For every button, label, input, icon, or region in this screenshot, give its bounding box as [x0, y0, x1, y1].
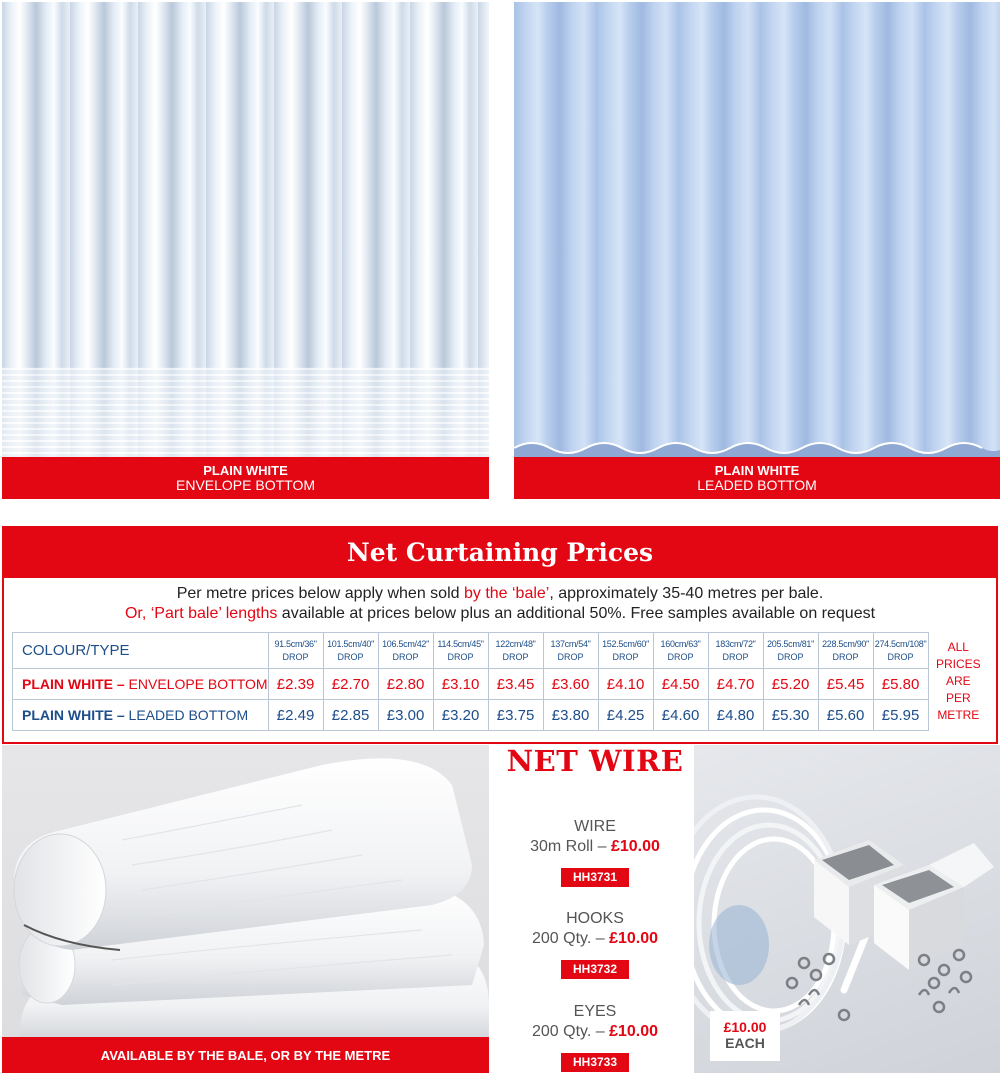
- price-cell: £4.25: [598, 700, 653, 731]
- fabric-bale-panel[interactable]: [2, 745, 489, 1073]
- drop-header: 122cm/48" DROP: [488, 633, 543, 669]
- net-wire-section: [500, 745, 690, 1075]
- price-cell: £4.70: [708, 669, 763, 700]
- envelope-banner-line1: PLAIN WHITE: [203, 463, 288, 478]
- price-table: [12, 632, 988, 731]
- table-row: [13, 700, 989, 731]
- drop-header: 228.5cm/90" DROP: [818, 633, 873, 669]
- eyes-price: £10.00: [609, 1023, 658, 1040]
- price-cell: £3.10: [433, 669, 488, 700]
- fabric-bale-graphic: [2, 745, 489, 1073]
- price-cell: £2.39: [268, 669, 323, 700]
- net-curtaining-prices: [2, 526, 998, 744]
- hooks-price: £10.00: [609, 930, 658, 947]
- prices-intro: [4, 584, 996, 624]
- wire-name: WIRE: [574, 818, 616, 835]
- price-cell: £3.75: [488, 700, 543, 731]
- drop-header: 205.5cm/81" DROP: [763, 633, 818, 669]
- price-cell: £3.20: [433, 700, 488, 731]
- eyes-item[interactable]: [500, 1002, 690, 1072]
- all-prices-note: ALL PRICES ARE PER METRE: [935, 640, 981, 722]
- wire-code-badge: HH3731: [561, 868, 629, 887]
- price-cell: £3.80: [543, 700, 598, 731]
- price-cell: £5.45: [818, 669, 873, 700]
- drop-header: 183cm/72" DROP: [708, 633, 763, 669]
- price-table-header: [13, 633, 989, 669]
- leaded-banner-line1: PLAIN WHITE: [714, 463, 800, 478]
- product-panel-envelope[interactable]: [2, 2, 489, 499]
- price-cell: £3.60: [543, 669, 598, 700]
- intro1-text-b: , approximately 35-40 metres per bale.: [549, 585, 824, 602]
- each-price-badge: [710, 1011, 780, 1061]
- leaded-banner-line2: LEADED BOTTOM: [697, 477, 817, 493]
- price-cell: £2.80: [378, 669, 433, 700]
- price-cell: £4.80: [708, 700, 763, 731]
- intro1-text-a: Per metre prices below apply when sold: [176, 585, 464, 602]
- price-cell: £4.60: [653, 700, 708, 731]
- leaded-banner: [514, 457, 1000, 499]
- bale-banner-text: AVAILABLE BY THE BALE, OR BY THE METRE: [100, 1047, 391, 1063]
- net-wire-title: NET WIRE: [506, 744, 684, 778]
- colour-type-header: COLOUR/TYPE: [13, 633, 269, 669]
- price-cell: £2.85: [323, 700, 378, 731]
- price-cell: £3.00: [378, 700, 433, 731]
- drop-header: 106.5cm/42" DROP: [378, 633, 433, 669]
- price-cell: £3.45: [488, 669, 543, 700]
- leaded-hem-graphic: [514, 438, 1000, 458]
- envelope-banner: [2, 457, 489, 499]
- price-cell: £5.60: [818, 700, 873, 731]
- envelope-banner-line2: ENVELOPE BOTTOM: [176, 477, 315, 493]
- hooks-name: HOOKS: [566, 910, 624, 927]
- price-cell: £4.10: [598, 669, 653, 700]
- drop-header: 91.5cm/36" DROP: [268, 633, 323, 669]
- wire-desc: 30m Roll – £10.00: [530, 838, 660, 855]
- intro-line-1: [4, 584, 996, 604]
- wire-hooks-photo[interactable]: [694, 745, 1000, 1073]
- row-label-envelope: PLAIN WHITE – ENVELOPE BOTTOM: [13, 669, 269, 700]
- drop-header: 152.5cm/60" DROP: [598, 633, 653, 669]
- each-badge-label: EACH: [725, 1035, 765, 1051]
- row-label-leaded: PLAIN WHITE – LEADED BOTTOM: [13, 700, 269, 731]
- price-cell: £2.49: [268, 700, 323, 731]
- drop-header: 137cm/54" DROP: [543, 633, 598, 669]
- price-cell: £2.70: [323, 669, 378, 700]
- eyes-name: EYES: [573, 1003, 617, 1020]
- hooks-desc: 200 Qty. – £10.00: [531, 930, 658, 947]
- each-badge-price: £10.00: [723, 1019, 767, 1035]
- intro1-red: by the ‘bale’: [463, 585, 550, 602]
- leaded-curtain-image: [514, 2, 1000, 458]
- price-cell: £5.80: [873, 669, 928, 700]
- price-cell: £5.20: [763, 669, 818, 700]
- eyes-desc: 200 Qty. – £10.00: [531, 1023, 658, 1040]
- price-cell: £4.50: [653, 669, 708, 700]
- drop-header: 114.5cm/45" DROP: [433, 633, 488, 669]
- hooks-code-badge: HH3732: [561, 960, 629, 979]
- table-row: [13, 669, 989, 700]
- wire-item[interactable]: [500, 817, 690, 887]
- price-cell: £5.95: [873, 700, 928, 731]
- bale-banner: [2, 1037, 489, 1073]
- drop-header: 160cm/63" DROP: [653, 633, 708, 669]
- drop-header: 274.5cm/108" DROP: [873, 633, 928, 669]
- prices-title: Net Curtaining Prices: [4, 528, 996, 578]
- product-panel-leaded[interactable]: [514, 2, 1000, 499]
- price-cell: £5.30: [763, 700, 818, 731]
- eyes-code-badge: HH3733: [561, 1053, 629, 1072]
- intro2-text-b: available at prices below plus an additional 50%. Free samples available on request: [277, 605, 876, 622]
- intro-line-2: [4, 604, 996, 624]
- wire-price: £10.00: [610, 838, 660, 855]
- intro2-red: Or, ‘Part bale’ lengths: [124, 605, 278, 622]
- drop-header: 101.5cm/40" DROP: [323, 633, 378, 669]
- envelope-curtain-image: [2, 2, 489, 458]
- hooks-item[interactable]: [500, 909, 690, 979]
